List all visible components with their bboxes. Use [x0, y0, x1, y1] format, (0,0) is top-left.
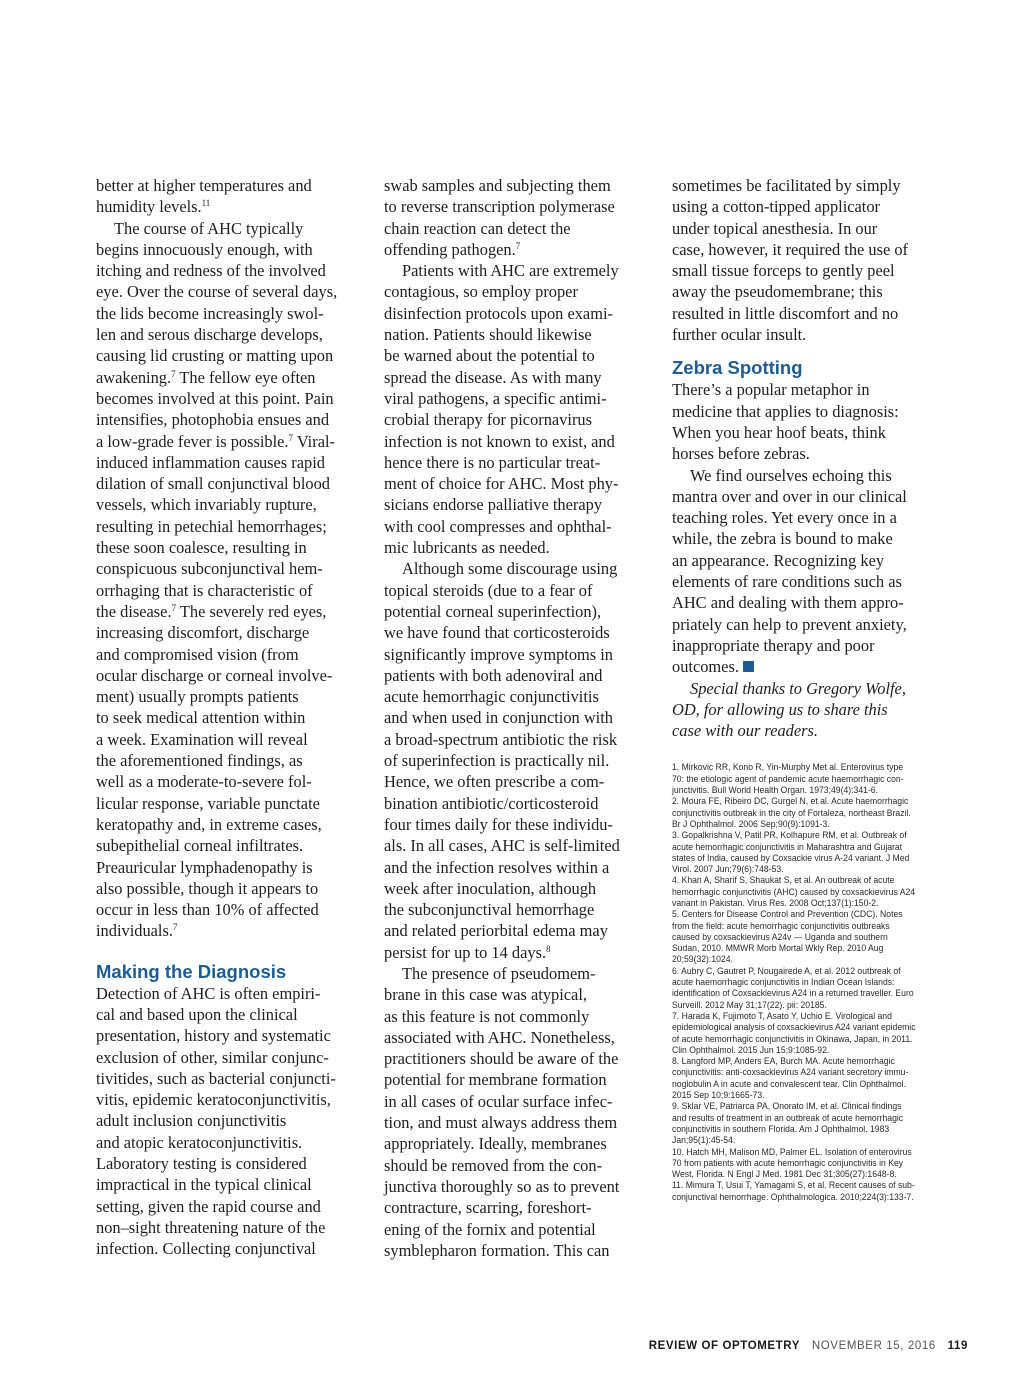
text-line: well as a moderate-to-severe fol- — [96, 772, 312, 792]
text-line: Detection of AHC is often empiri- — [96, 983, 321, 1003]
text-line: sometimes be facilitated by simply — [672, 176, 901, 195]
text-line: increasing discomfort, discharge — [96, 623, 310, 643]
text-line: setting, given the rapid course and — [96, 1196, 321, 1216]
reference-line: Br J Ophthalmol. 2006 Sep;90(9):1091-3. — [672, 817, 830, 829]
page-footer — [649, 1340, 968, 1352]
reference-line: 70 from patients with acute hemorrhagic conjunctivitis in Key — [672, 1156, 904, 1168]
text-line: to reverse transcription polymerase — [384, 197, 615, 217]
text-line: potential for membrane formation — [384, 1070, 607, 1090]
text-line: There’s a popular metaphor in — [672, 380, 870, 400]
text-line: junctiva thoroughly so as to prevent — [384, 1176, 620, 1196]
text-line: as this feature is not commonly — [384, 1006, 590, 1026]
text-line: The presence of pseudomem- — [402, 963, 596, 983]
text-line: the aforementioned findings, as — [96, 751, 303, 771]
text-line: and related periorbital edema may — [384, 921, 608, 941]
text-line: a week. Examination will reveal — [96, 729, 308, 749]
text-line: ocular discharge or corneal involve- — [96, 665, 333, 685]
text-line: small tissue forceps to gently peel — [672, 261, 895, 281]
paragraph — [96, 218, 364, 942]
text-line: humidity levels.$^{11}$ — [96, 197, 211, 217]
reference-line: identification of Coxsackievirus A24 in a returned traveller. Euro — [672, 987, 914, 999]
text-line: individuals.$^7$ — [96, 921, 178, 941]
text-line: and compromised vision (from — [96, 644, 299, 664]
text-line: practitioners should be aware of the — [384, 1049, 619, 1069]
text-line: causing lid crusting or matting upon — [96, 346, 334, 366]
text-line: Hence, we often prescribe a com- — [384, 772, 605, 792]
paragraph — [96, 983, 364, 1260]
reference-line: 1. Mirkovic RR, Kono R, Yin-Murphy Met al. Enterovirus type — [672, 761, 904, 773]
text-line: eye. Over the course of several days, — [96, 282, 338, 302]
text-line: using a cotton-tipped applicator — [672, 197, 881, 217]
article-column-1 — [96, 175, 364, 1260]
reference-line: epidemiological analysis of coxsackievirus A24 variant epidemic — [672, 1021, 916, 1033]
reference-line: 3. Gopalkrishna V, Patil PR, Kolhapure RM, et al. Outbreak of — [672, 829, 907, 841]
text-line: in all cases of ocular surface infec- — [384, 1091, 613, 1111]
text-line: begins innocuously enough, with — [96, 239, 313, 259]
text-line: under topical anesthesia. In our — [672, 218, 878, 238]
reference-line: 2. Moura FE, Ribeiro DC, Gurgel N, et al. Acute haemorrhagic — [672, 795, 909, 807]
reference-line: 9. Sklar VE, Patriarca PA, Onorato IM, et al. Clinical findings — [672, 1100, 902, 1112]
text-line: an appearance. Recognizing key — [672, 550, 885, 570]
text-line: medicine that applies to diagnosis: — [672, 401, 899, 421]
end-mark-icon — [743, 661, 754, 672]
text-line: while, the zebra is bound to make — [672, 529, 893, 549]
text-line: mic lubricants as needed. — [384, 538, 550, 558]
text-line: four times daily for these individu- — [384, 814, 613, 834]
page-number: 119 — [947, 1340, 968, 1352]
reference-marker: 7 — [288, 432, 294, 443]
text-line: vessels, which invariably rupture, — [96, 495, 317, 515]
text-line: hence there is no particular treat- — [384, 452, 601, 472]
text-line: resulted in little discomfort and no — [672, 303, 899, 323]
reference-line: Jan;95(1):45-54. — [672, 1134, 736, 1146]
text-line: presentation, history and systematic — [96, 1026, 331, 1046]
reference-line: acute haemorrhagic conjunctivitis in Indian Ocean Islands: — [672, 976, 895, 988]
text-line: a low-grade fever is possible.$^7$ Viral- — [96, 431, 335, 451]
paragraph — [96, 175, 364, 218]
text-line: brane in this case was atypical, — [384, 985, 587, 1005]
reference-line: states of India, caused by Coxsackie virus A-24 variant. J Med — [672, 851, 910, 863]
text-line: len and serous discharge develops, — [96, 325, 323, 345]
reference-marker: 7 — [171, 368, 176, 379]
text-line: further ocular insult. — [672, 325, 807, 345]
text-line: with cool compresses and ophthal- — [384, 516, 612, 536]
text-line: licular response, variable punctate — [96, 793, 320, 813]
paragraph — [672, 379, 940, 464]
text-line: tivitides, such as bacterial conjuncti- — [96, 1068, 336, 1088]
text-line: associated with AHC. Nonetheless, — [384, 1027, 615, 1047]
reference-line: 70: the etiologic agent of pandemic acute haemorrhagic con- — [672, 772, 904, 784]
text-line: patients with both adenoviral and — [384, 665, 603, 685]
text-line: induced inflammation causes rapid — [96, 452, 325, 472]
reference-line: conjunctivitis outbreak in the city of Fortaleza, northeast Brazil. — [672, 806, 911, 818]
text-line: to seek medical attention within — [96, 708, 306, 728]
paragraph — [672, 465, 940, 678]
reference-line: 6. Aubry C, Gautret P, Nougairede A, et al. 2012 outbreak of — [672, 964, 901, 976]
section-heading: Zebra Spotting — [672, 357, 803, 379]
text-line: subepithelial corneal infiltrates. — [96, 836, 304, 856]
reference-line: 2015 Sep 10;9:1665-73. — [672, 1089, 765, 1101]
text-line: impractical in the typical clinical — [96, 1175, 312, 1195]
text-line: spread the disease. As with many — [384, 367, 602, 387]
text-line: keratopathy and, in extreme cases, — [96, 814, 322, 834]
text-line: contagious, so employ proper — [384, 282, 578, 302]
reference-line: caused by coxsackievirus A24v — Uganda and southern — [672, 930, 888, 942]
text-line: outcomes. — [672, 656, 940, 677]
text-line: itching and redness of the involved — [96, 261, 326, 281]
text-line: offending pathogen.$^7$ — [384, 239, 521, 259]
text-line: away the pseudomembrane; this — [672, 282, 883, 302]
text-line: als. In all cases, AHC is self-limited — [384, 836, 620, 856]
text-line: becomes involved at this point. Pain — [96, 388, 334, 408]
article-column-3 — [672, 175, 940, 1202]
reference-list — [672, 761, 939, 1202]
text-line: elements of rare conditions such as — [672, 572, 902, 592]
text-line: AHC and dealing with them appro- — [672, 593, 904, 613]
text-line: horses before zebras. — [672, 444, 810, 464]
text-line: better at higher temperatures and — [96, 176, 312, 195]
reference-line: West, Florida. N Engl J Med. 1981 Dec 31;305(27):1648-8. — [672, 1168, 897, 1180]
text-line: We find ourselves echoing this — [690, 465, 892, 485]
text-line: Preauricular lymphadenopathy is — [96, 857, 313, 877]
acknowledgment — [672, 678, 940, 742]
text-line: conspicuous subconjunctival hem- — [96, 559, 323, 579]
text-line: dilation of small conjunctival blood — [96, 474, 330, 494]
text-line: ment of choice for AHC. Most phy- — [384, 474, 619, 494]
reference-marker: 11 — [201, 198, 211, 209]
text-line: sicians endorse palliative therapy — [384, 495, 603, 515]
text-line: Patients with AHC are extremely — [402, 261, 619, 281]
article-column-2 — [384, 175, 652, 1261]
text-line: ening of the fornix and potential — [384, 1219, 596, 1239]
reference-line: junctivitis. Bull World Health Organ. 1973;49(4):341-6. — [672, 784, 878, 796]
text-line: should be removed from the con- — [384, 1155, 603, 1175]
text-line: case with our readers. — [672, 721, 818, 741]
text-line: and when used in conjunction with — [384, 708, 613, 728]
reference-line: 4. Khan A, Sharif S, Shaukat S, et al. An outbreak of acute — [672, 874, 895, 886]
text-line: chain reaction can detect the — [384, 218, 571, 238]
text-line: be warned about the potential to — [384, 346, 595, 366]
text-line: these soon coalesce, resulting in — [96, 538, 307, 558]
text-line: disinfection protocols upon exami- — [384, 303, 613, 323]
reference-line: Sudan, 2010. MMWR Morb Mortal Wkly Rep. 2010 Aug — [672, 942, 884, 954]
text-line: vitis, epidemic keratoconjunctivitis, — [96, 1090, 331, 1110]
reference-line: 5. Centers for Disease Control and Prevention (CDC). Notes — [672, 908, 903, 920]
text-line: crobial therapy for picornavirus — [384, 410, 592, 430]
text-line: the disease.$^7$ The severely red eyes, — [96, 601, 327, 621]
text-line: infection. Collecting conjunctival — [96, 1239, 316, 1259]
text-line: Laboratory testing is considered — [96, 1154, 307, 1174]
text-line: intensifies, photophobia ensues and — [96, 410, 330, 430]
reference-line: of acute hemorrhagic conjunctivitis in Okinawa, Japan, in 2011. — [672, 1032, 913, 1044]
reference-line: hemorrhagic conjunctivitis (AHC) caused by coxsackievirus A24 — [672, 885, 916, 897]
text-line: OD, for allowing us to share this — [672, 699, 888, 719]
text-line: we have found that corticosteroids — [384, 623, 610, 643]
text-line: cal and based upon the clinical — [96, 1004, 298, 1024]
text-line: adult inclusion conjunctivitis — [96, 1111, 287, 1131]
text-line: significantly improve symptoms in — [384, 644, 613, 664]
text-line: symblepharon formation. This can — [384, 1240, 610, 1260]
reference-line: 7. Harada K, Fujimoto T, Asato Y, Uchio E. Virological and — [672, 1009, 892, 1021]
text-line: Although some discourage using — [402, 559, 618, 579]
text-line: week after inoculation, although — [384, 878, 597, 898]
text-line: priately can help to prevent anxiety, — [672, 614, 907, 634]
reference-line: Virol. 2007 Jun;79(6):748-53. — [672, 863, 784, 875]
reference-line: conjunctival hemorrhage. Ophthalmologica. 2010;224(3):133-7. — [672, 1190, 914, 1202]
text-line: the lids become increasingly swol- — [96, 303, 324, 323]
text-line: topical steroids (due to a fear of — [384, 580, 593, 600]
text-line: nation. Patients should likewise — [384, 325, 592, 345]
reference-line: 8. Langford MP, Anders EA, Burch MA. Acute hemorrhagic — [672, 1055, 895, 1067]
reference-line: 20;59(32):1024. — [672, 953, 733, 965]
text-line: teaching roles. Yet every once in a — [672, 508, 897, 528]
text-line: tion, and must always address them — [384, 1113, 618, 1133]
text-line: of superinfection is practically nil. — [384, 751, 610, 771]
text-line: mantra over and over in our clinical — [672, 486, 907, 506]
reference-line: conjunctivitis: anti-coxsackievirus A24 variant secretory immu- — [672, 1066, 909, 1078]
text-line: awakening.$^7$ The fellow eye often — [96, 367, 316, 387]
text-line: exclusion of other, similar conjunc- — [96, 1047, 329, 1067]
reference-marker: 7 — [171, 602, 177, 613]
reference-line: 11. Mimura T, Usui T, Yamagami S, et al. Recent causes of sub- — [672, 1179, 915, 1191]
text-line: orrhaging that is characteristic of — [96, 580, 313, 600]
text-line: and the infection resolves within a — [384, 857, 610, 877]
text-line: non–sight threatening nature of the — [96, 1217, 326, 1237]
text-line: bination antibiotic/corticosteroid — [384, 793, 599, 813]
reference-marker: 7 — [172, 922, 178, 933]
text-line: a broad-spectrum antibiotic the risk — [384, 729, 618, 749]
reference-line: noglobulin A in acute and convalescent tear. Clin Ophthalmol. — [672, 1077, 906, 1089]
text-line: resulting in petechial hemorrhages; — [96, 516, 327, 536]
text-line: Special thanks to Gregory Wolfe, — [690, 678, 906, 698]
text-line: case, however, it required the use of — [672, 239, 908, 259]
text-line: contracture, scarring, foreshort- — [384, 1198, 592, 1218]
section-heading: Making the Diagnosis — [96, 960, 287, 982]
reference-line: Surveill. 2012 May 31;17(22). pii: 20185. — [672, 998, 827, 1010]
text-line: The course of AHC typically — [114, 218, 304, 238]
reference-marker: 8 — [546, 943, 551, 954]
reference-line: from the field: acute hemorrhagic conjunctivitis outbreaks — [672, 919, 890, 931]
reference-line: acute hemorrhagic conjunctivitis in Maharashtra and Gujarat — [672, 840, 903, 852]
reference-line: Clin Ophthalmol. 2015 Jun 15;9:1085-92. — [672, 1043, 830, 1055]
text-line: appropriately. Ideally, membranes — [384, 1134, 607, 1154]
text-line: occur in less than 10% of affected — [96, 900, 319, 920]
text-line: ment) usually prompts patients — [96, 687, 299, 707]
publication-name: REVIEW OF OPTOMETRY — [648, 1340, 801, 1352]
text-line: the subconjunctival hemorrhage — [384, 900, 595, 920]
reference-marker: 7 — [515, 240, 521, 251]
paragraph — [672, 175, 940, 345]
reference-line: and results of treatment in an outbreak of acute hemorrhagic — [672, 1111, 904, 1123]
reference-line: 10. Hatch MH, Malison MD, Palmer EL. Isolation of enterovirus — [672, 1145, 912, 1157]
text-line: When you hear hoof beats, think — [672, 422, 886, 442]
text-line: inappropriate therapy and poor — [672, 635, 875, 655]
issue-date: NOVEMBER 15, 2016 — [811, 1340, 936, 1352]
text-line: and atopic keratoconjunctivitis. — [96, 1132, 303, 1152]
text-line: swab samples and subjecting them — [384, 176, 611, 195]
text-line: acute hemorrhagic conjunctivitis — [384, 687, 599, 707]
text-line: persist for up to 14 days.$^8$ — [384, 942, 551, 962]
reference-line: conjunctivitis in southern Florida. Am J Ophthalmol. 1983 — [672, 1122, 890, 1134]
text-line: viral pathogens, a specific antimi- — [384, 388, 607, 408]
reference-line: variant in Pakistan. Virus Res. 2008 Oct;137(1):150-2. — [672, 896, 879, 908]
text-line: also possible, though it appears to — [96, 878, 319, 898]
text-line: potential corneal superinfection), — [384, 601, 602, 621]
text-line: infection is not known to exist, and — [384, 431, 615, 451]
